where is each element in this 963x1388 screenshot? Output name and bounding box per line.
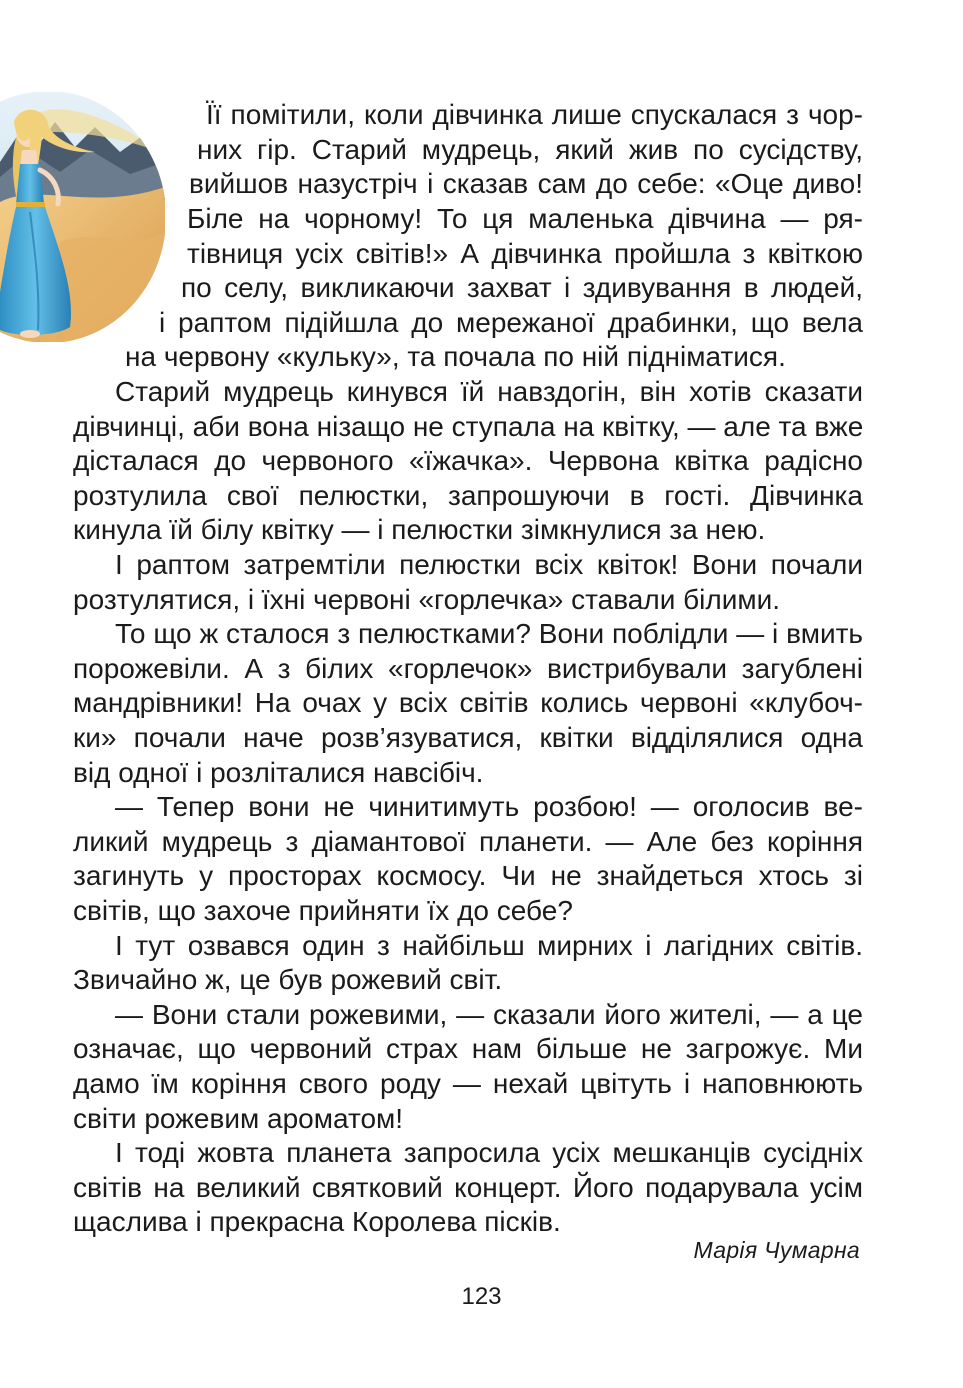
story-line: дісталася до червоного «їжачка». Червона квітка радісно bbox=[73, 445, 863, 476]
story-line: Її помітили, коли дівчинка лише спускалася з чор- bbox=[206, 99, 863, 130]
page-number: 123 bbox=[461, 1283, 502, 1310]
story-line: розтулила свої пелюстки, запрошуючи в гості. Дівчинка bbox=[73, 480, 863, 511]
story-line: І тоді жовта планета запросила усіх мешканців сусідніх bbox=[115, 1137, 863, 1168]
story-line: Звичайно ж, це був рожевий світ. bbox=[73, 964, 503, 995]
story-line: Старий мудрець кинувся їй навздогін, він хотів сказати bbox=[115, 376, 863, 407]
story-line: мандрівники! На очах у всіх світів колись червоні «клубоч- bbox=[73, 687, 863, 718]
girl-illustration bbox=[0, 92, 165, 342]
story-line: Біле на чорному! То ця маленька дівчина — ря- bbox=[187, 203, 863, 234]
story-line: — Тепер вони не чинитимуть розбою! — оголосив ве- bbox=[115, 791, 863, 822]
story-line: означає, що червоний страх нам більше не загрожує. Ми bbox=[73, 1033, 863, 1064]
story-line: і раптом підійшла до мережаної драбинки, що вела bbox=[159, 307, 863, 338]
story-line: світів на великий святковий концерт. Його подарувала усім bbox=[73, 1172, 863, 1203]
story-line: ки» почали наче розв’язуватися, квітки відділялися одна bbox=[73, 722, 863, 753]
story-line: дамо їм коріння свого роду — нехай цвітуть і наповнюють bbox=[73, 1068, 863, 1099]
story-line: по селу, викликаючи захват і здивування в людей, bbox=[181, 272, 863, 303]
girl-in-desert-icon bbox=[0, 92, 165, 342]
story-line: загинуть у просторах космосу. Чи не знайдеться хтось зі bbox=[73, 860, 863, 891]
story-line: розтулятися, і їхні червоні «горлечка» ставали білими. bbox=[73, 584, 781, 615]
story-line: ликий мудрець з діамантової планети. — Але без коріння bbox=[73, 826, 863, 857]
story-line: — Вони стали рожевими, — сказали його жителі, — а це bbox=[115, 999, 863, 1030]
story-line: кинула їй білу квітку — і пелюстки зімкнулися за нею. bbox=[73, 514, 766, 545]
story-line: І раптом затремтіли пелюстки всіх квіток! Вони почали bbox=[115, 549, 863, 580]
story-line: від одної і розліталися навсібіч. bbox=[73, 757, 484, 788]
story-line: світів, що захоче прийняти їх до себе? bbox=[73, 895, 573, 926]
story-line: вийшов назустріч і сказав сам до себе: «Оце диво! bbox=[189, 168, 863, 199]
story-line: порожевіли. А з білих «горлечок» вистрибували загублені bbox=[73, 653, 863, 684]
story-line: дівчинці, аби вона нізащо не ступала на квітку, — але та вже bbox=[73, 411, 864, 442]
author-signature: Марія Чумарна bbox=[693, 1237, 860, 1263]
story-line: них гір. Старий мудрець, який жив по сусідству, bbox=[197, 134, 863, 165]
story-line: І тут озвався один з найбільш мирних і лагідних світів. bbox=[115, 930, 863, 961]
story-line: тівниця усіх світів!» А дівчинка пройшла з квіткою bbox=[187, 238, 863, 269]
story-line: світи рожевим ароматом! bbox=[73, 1103, 404, 1134]
story-line: То що ж сталося з пелюстками? Вони поблідли — і вмить bbox=[115, 618, 863, 649]
story-line: на червону «кульку», та почала по ній підніматися. bbox=[125, 341, 786, 372]
story-line: щаслива і прекрасна Королева пісків. bbox=[73, 1206, 561, 1237]
